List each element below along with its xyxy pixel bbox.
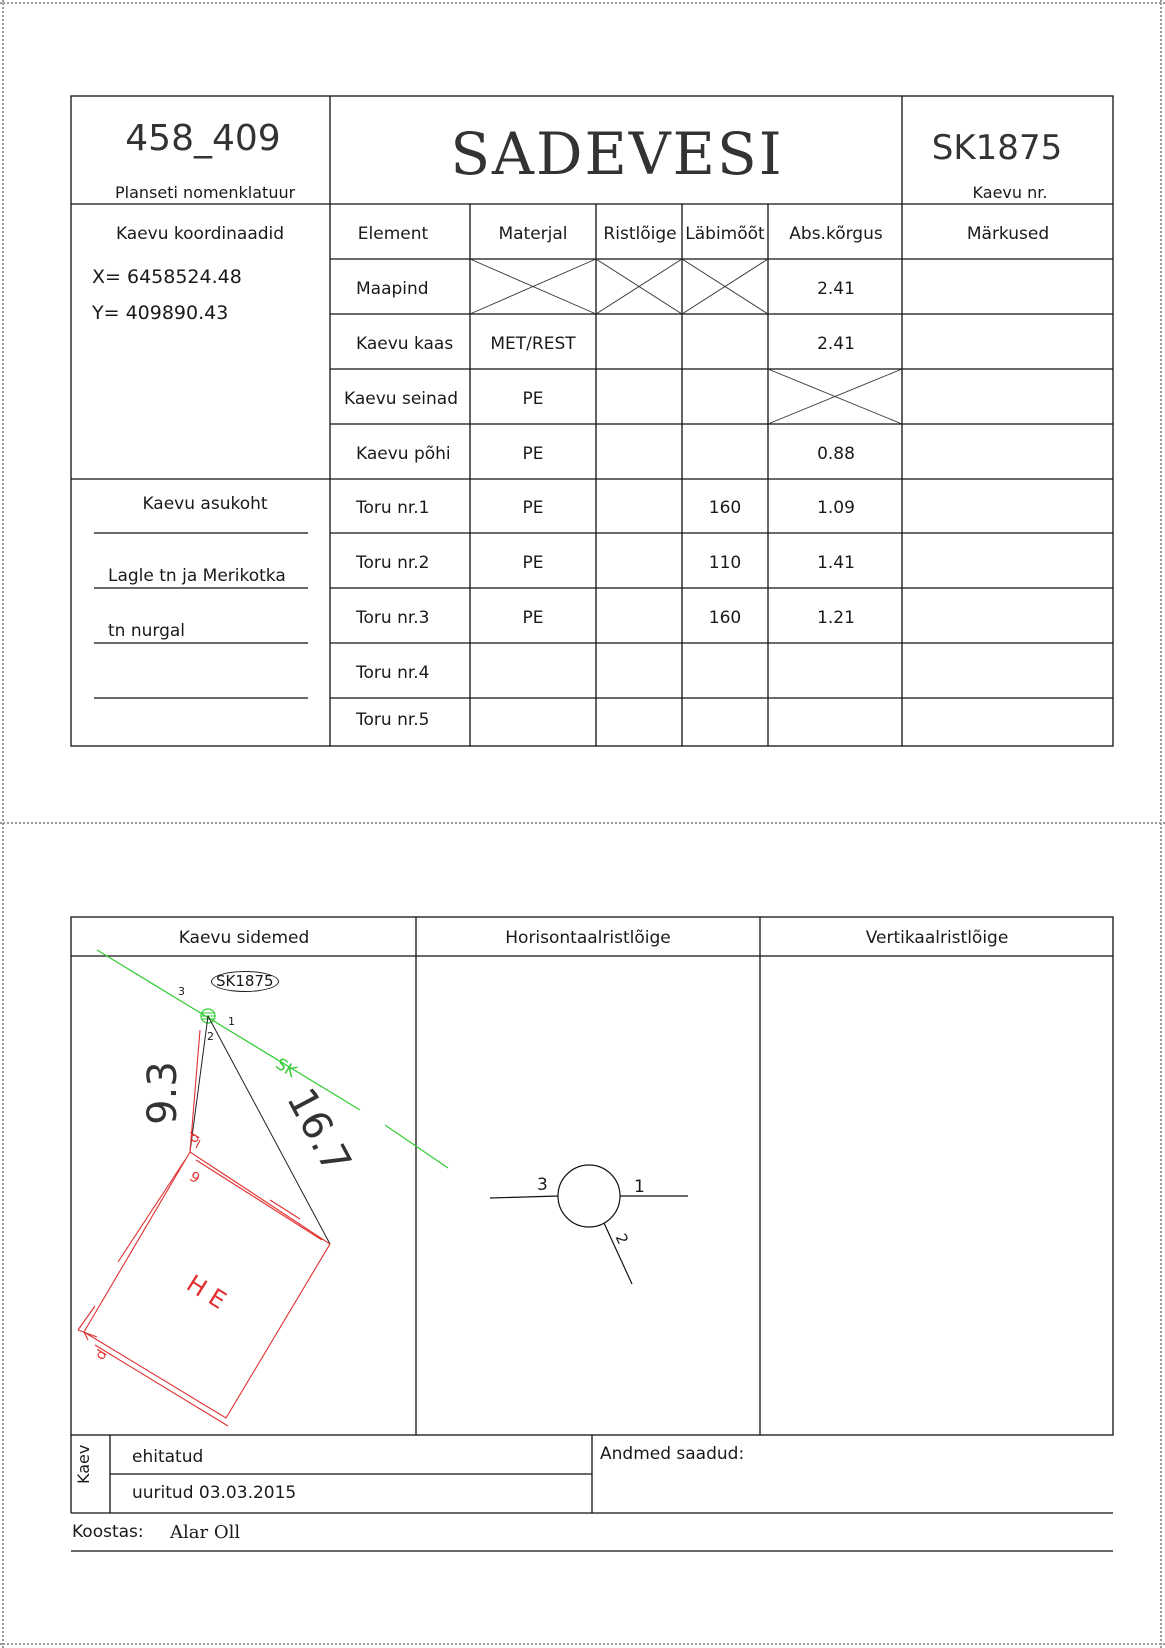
pipe-number-2: 2 [207,1030,214,1043]
page-title: SADEVESI [450,120,784,188]
table-cell-elevation: 1.09 [817,498,855,518]
table-cell-element: Kaevu kaas [356,334,454,354]
table-cell-element: Kaevu seinad [344,389,458,409]
corner-mark-d2: d [92,1346,111,1364]
built-label: ehitatud [132,1447,204,1467]
well-tag: SK1875 [211,971,279,992]
table-cell-material: MET/REST [490,334,576,354]
header-element: Element [357,224,429,244]
header-notes: Märkused [966,224,1050,244]
header-elevation: Abs.kõrgus [789,224,883,244]
pipe-label: SK [272,1053,301,1082]
table-cell-diameter: 160 [708,498,742,518]
table-cell-material: PE [522,608,544,628]
corner-mark-9: 9 [186,1168,203,1188]
table-cell-material: PE [522,389,544,409]
table-cell-element: Toru nr.4 [356,663,430,683]
table-cell-elevation: 0.88 [817,444,855,464]
location-label: Kaevu asukoht [142,494,268,514]
ties-title: Kaevu sidemed [178,928,310,948]
tie-dimension-1: 9.3 [139,1061,186,1125]
table-cell-elevation: 1.41 [817,553,855,573]
section-pipe-1: 1 [634,1177,645,1197]
sheet-nomenclature-label: Planseti nomenklatuur [115,183,296,202]
coordinates-label: Kaevu koordinaadid [115,224,285,244]
table-cell-diameter: 110 [708,553,742,573]
compiled-label: Koostas: [72,1522,144,1542]
table-cell-element: Toru nr.3 [356,608,430,628]
coordinate-x: X= 6458524.48 [92,266,242,288]
section-pipe-3: 3 [537,1175,548,1195]
compiled-by: Alar Oll [170,1522,241,1543]
well-number-label: Kaevu nr. [972,183,1048,202]
ties-drawing [78,950,448,1426]
table-cell-element: Toru nr.1 [356,498,430,518]
tie-dimension-2: 16.7 [277,1080,360,1182]
table-cell-element: Maapind [356,279,429,299]
building-label: H E [181,1269,232,1315]
coordinate-y: Y= 409890.43 [92,302,229,324]
table-cell-element: Toru nr.5 [356,710,430,730]
location-line2: tn nurgal [108,621,186,641]
horizontal-section-title: Horisontaalristlõige [505,928,671,948]
header-cross-section: Ristlõige [603,224,677,244]
table-cell-element: Toru nr.2 [356,553,430,573]
table-cell-elevation: 1.21 [817,608,855,628]
horizontal-section-drawing [490,1165,688,1284]
pipe-number-1: 1 [228,1015,235,1028]
table-cell-material: PE [522,553,544,573]
data-received-label: Andmed saadud: [600,1444,745,1464]
corner-mark-d1: d [185,1129,204,1147]
table-cell-diameter: 160 [708,608,742,628]
table-cell-element: Kaevu põhi [356,444,451,464]
pipe-number-3: 3 [178,985,185,998]
header-diameter: Läbimõõt [685,224,765,244]
table-cell-elevation: 2.41 [817,334,855,354]
location-line1: Lagle tn ja Merikotka [108,566,286,586]
section-pipe-2: 2 [611,1230,632,1248]
table-cell-material: PE [522,444,544,464]
table-cell-material: PE [522,498,544,518]
well-number: SK1875 [931,128,1063,168]
table-cell-elevation: 2.41 [817,279,855,299]
sheet-nomenclature: 458_409 [125,118,281,159]
header-material: Materjal [498,224,568,244]
vertical-section-title: Vertikaalristlõige [865,928,1009,948]
well-footer-label: Kaev [74,1444,93,1484]
surveyed-date: uuritud 03.03.2015 [132,1483,297,1503]
